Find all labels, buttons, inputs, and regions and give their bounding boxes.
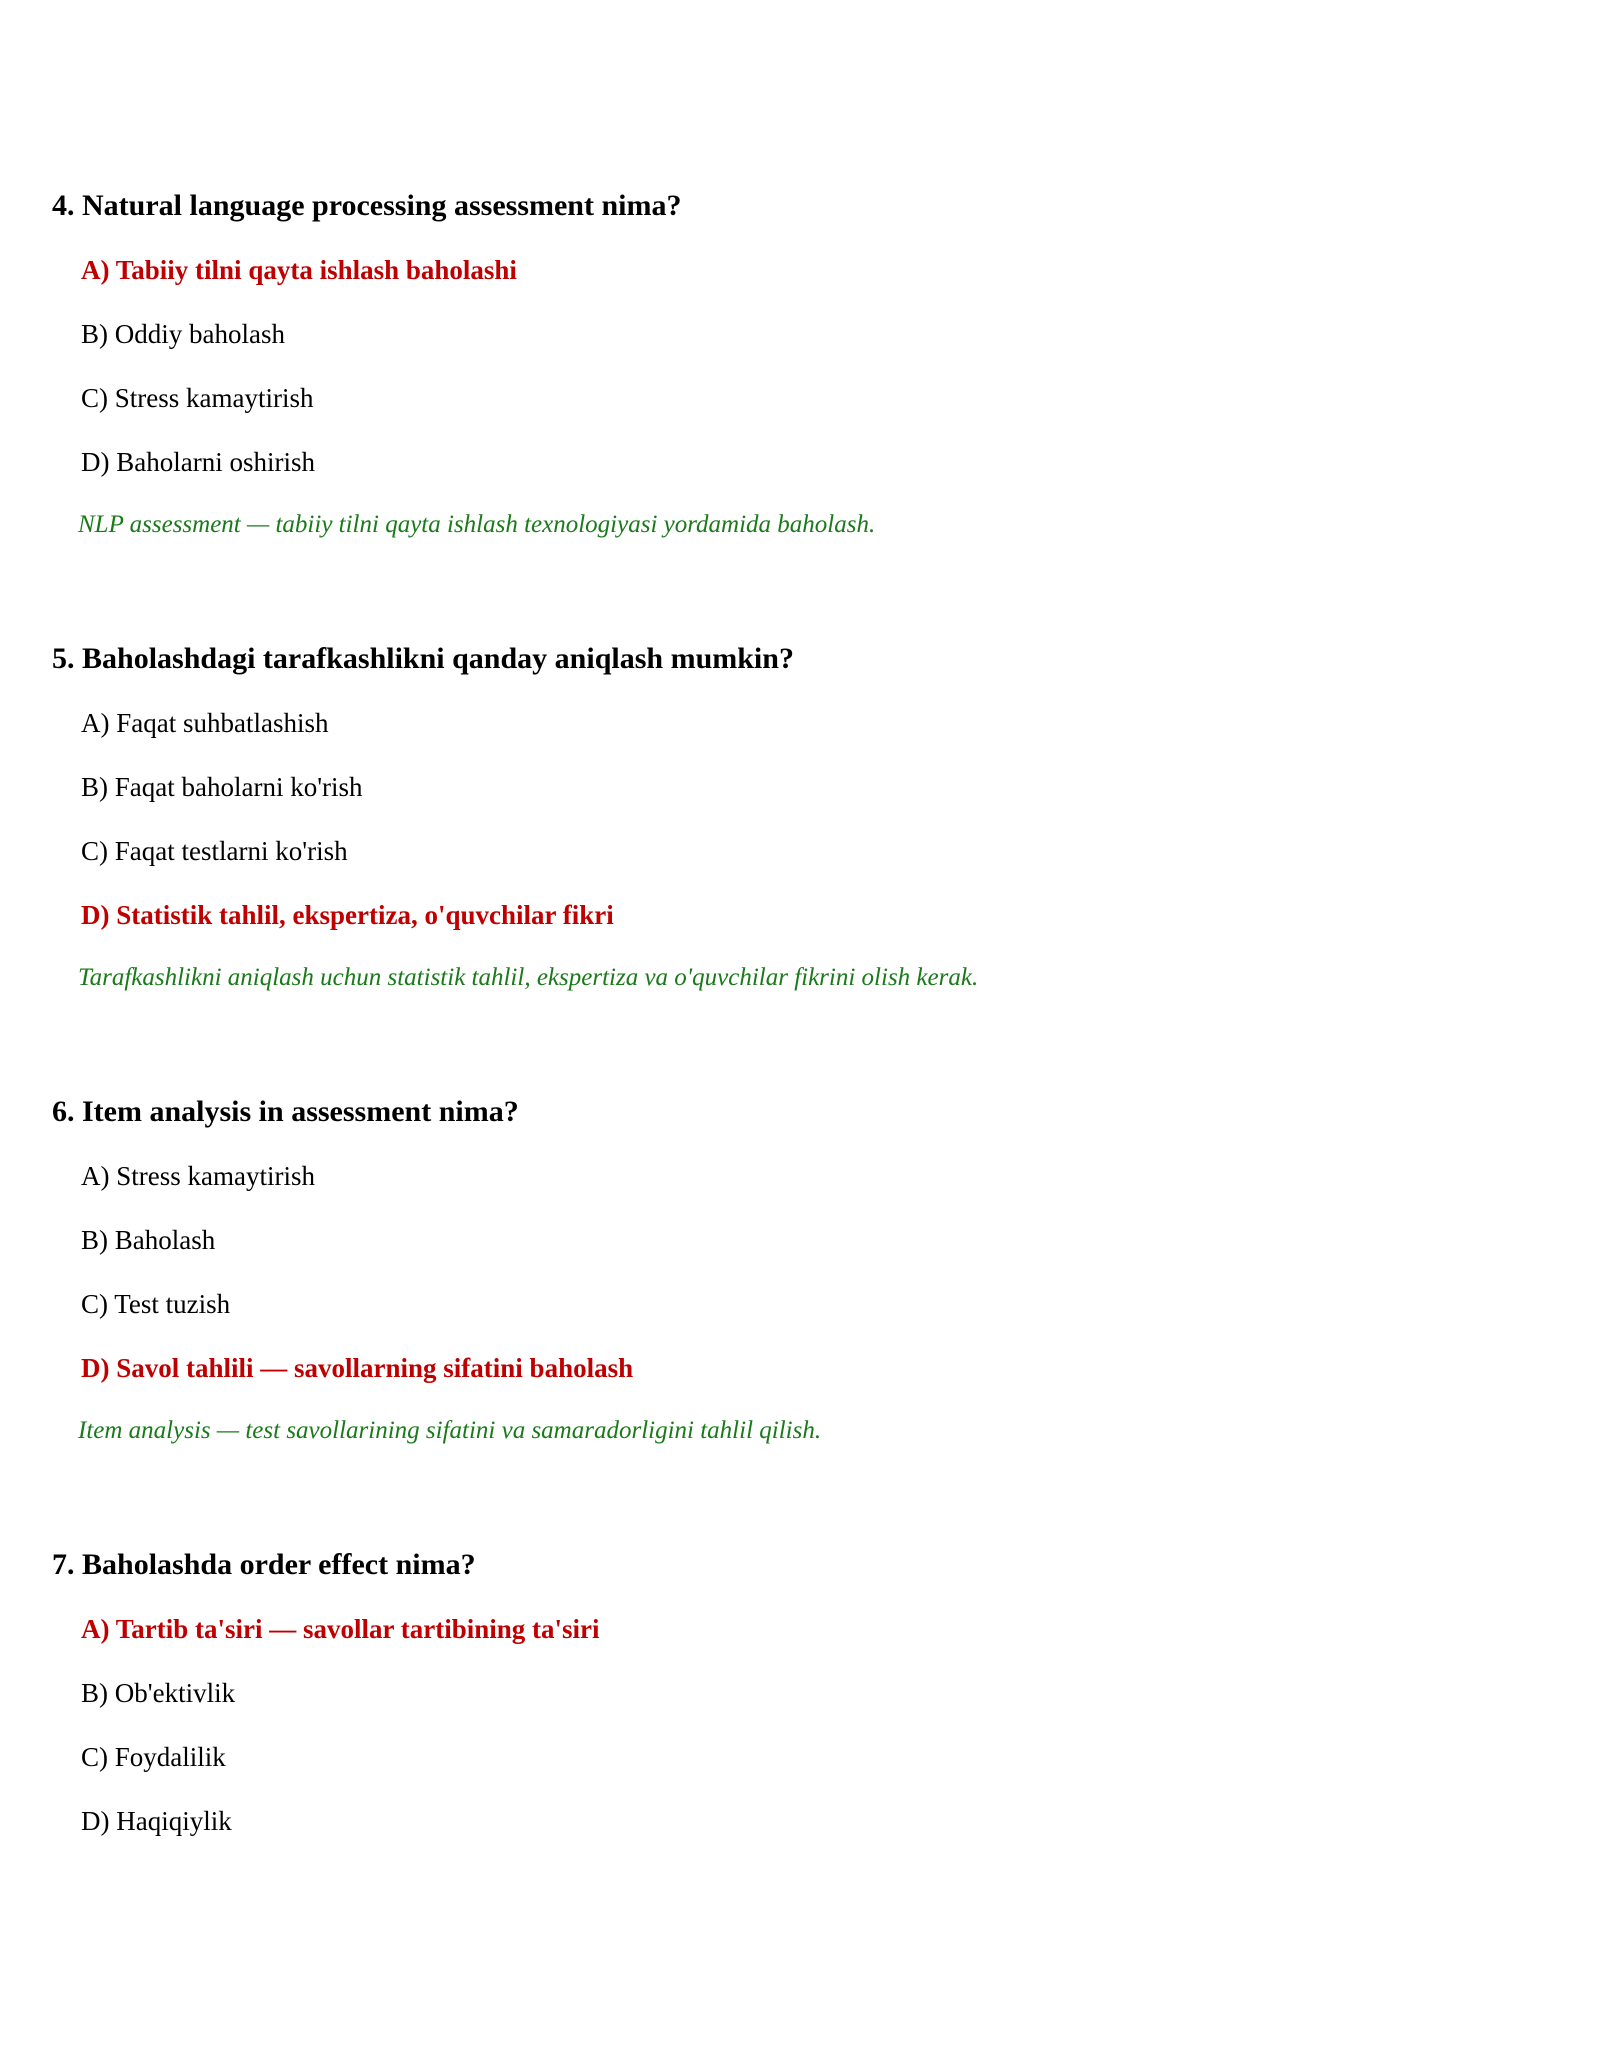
answer-option-d: D) Baholarni oshirish — [81, 447, 315, 477]
answer-option-b: B) Baholash — [81, 1225, 216, 1255]
answer-option-c: C) Foydalilik — [81, 1742, 226, 1772]
answer-options — [52, 1611, 1552, 1839]
answer-option-c: C) Test tuzish — [81, 1289, 231, 1319]
answer-explanation: Item analysis — test savollarining sifatini va samaradorligini tahlil qilish. — [78, 1417, 822, 1444]
answer-explanation: NLP assessment — tabiiy tilni qayta ishlash texnologiyasi yordamida baholash. — [78, 511, 876, 538]
answer-option-d-correct: D) Statistik tahlil, ekspertiza, o'quvchilar fikri — [81, 900, 614, 930]
question-title: 7. Baholashda order effect nima? — [52, 1548, 476, 1581]
question-5 — [52, 641, 1552, 1020]
answer-explanation: Tarafkashlikni aniqlash uchun statistik tahlil, ekspertiza va o'quvchilar fikrini olish kerak. — [78, 964, 979, 991]
answer-options — [52, 1158, 1552, 1386]
answer-option-b: B) Faqat baholarni ko'rish — [81, 772, 363, 802]
answer-options — [52, 705, 1552, 933]
answer-options — [52, 252, 1552, 480]
question-title: 4. Natural language processing assessment nima? — [52, 189, 682, 222]
question-title: 6. Item analysis in assessment nima? — [52, 1095, 519, 1128]
answer-option-a: A) Faqat suhbatlashish — [81, 708, 329, 738]
answer-option-c: C) Faqat testlarni ko'rish — [81, 836, 348, 866]
answer-option-a: A) Stress kamaytirish — [81, 1161, 315, 1191]
question-title: 5. Baholashdagi tarafkashlikni qanday aniqlash mumkin? — [52, 642, 794, 675]
answer-option-a-correct: A) Tartib ta'siri — savollar tartibining ta'siri — [81, 1614, 600, 1644]
answer-option-c: C) Stress kamaytirish — [81, 383, 314, 413]
answer-option-d: D) Haqiqiylik — [81, 1806, 232, 1836]
answer-option-b: B) Ob'ektivlik — [81, 1678, 236, 1708]
question-6 — [52, 1094, 1552, 1473]
answer-option-a-correct: A) Tabiiy tilni qayta ishlash baholashi — [81, 255, 517, 285]
answer-option-d-correct: D) Savol tahlili — savollarning sifatini baholash — [81, 1353, 634, 1383]
answer-option-b: B) Oddiy baholash — [81, 319, 285, 349]
question-4 — [52, 188, 1552, 567]
question-7 — [52, 1547, 1552, 1839]
